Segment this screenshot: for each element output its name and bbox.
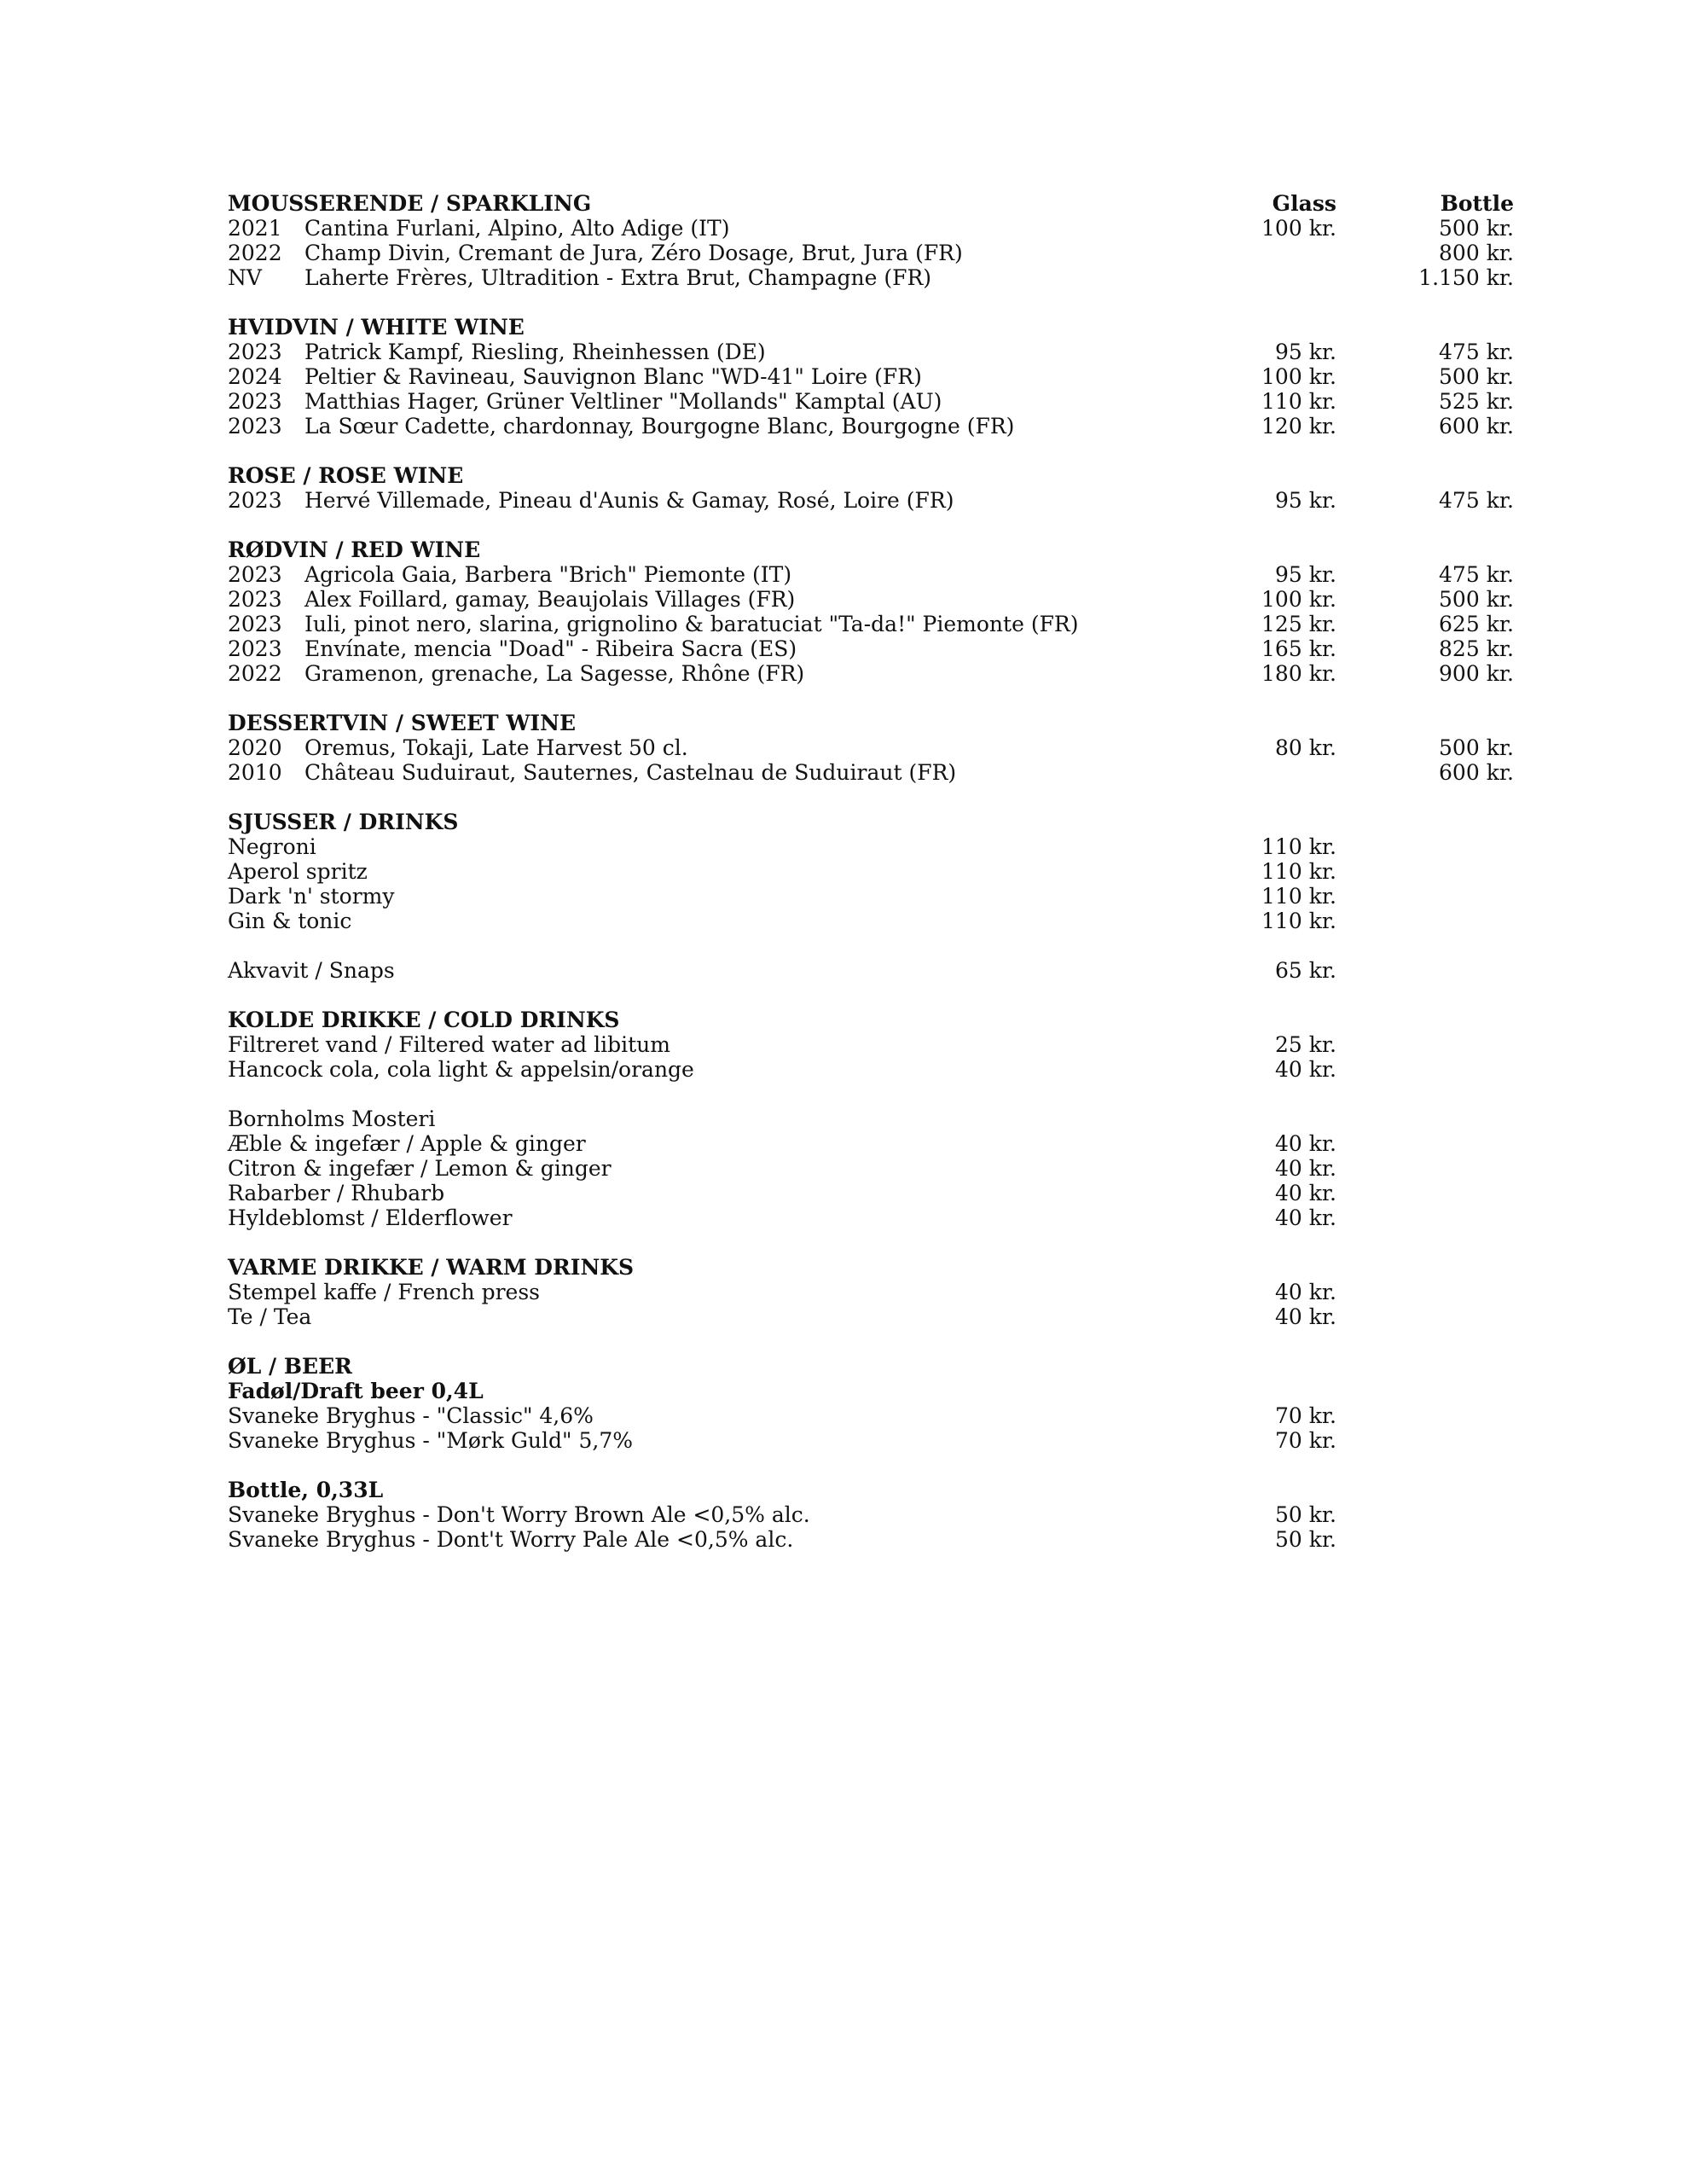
section-title: RØDVIN / RED WINE xyxy=(228,537,481,562)
item-name: Bornholms Mosteri xyxy=(228,1107,436,1131)
item-name: Svaneke Bryghus - "Mørk Guld" 5,7% xyxy=(228,1428,633,1453)
menu-item xyxy=(228,1304,1514,1329)
bottle-price: 475 kr. xyxy=(1439,340,1514,364)
group-subtitle: Fadøl/Draft beer 0,4L xyxy=(228,1379,484,1403)
bottle-price: 825 kr. xyxy=(1439,636,1514,661)
spacer xyxy=(228,1329,1514,1354)
glass-price: 80 kr. xyxy=(1274,735,1336,760)
glass-price: 40 kr. xyxy=(1274,1131,1336,1156)
section-title: MOUSSERENDE / SPARKLING xyxy=(228,191,592,216)
menu-item xyxy=(228,265,1514,290)
menu-item xyxy=(228,1156,1514,1181)
menu-section xyxy=(228,983,1514,1230)
item-year: 2023 xyxy=(228,389,282,414)
menu-item xyxy=(228,1032,1514,1057)
menu-item xyxy=(228,364,1514,389)
spacer xyxy=(228,686,1514,711)
item-name: Alex Foillard, gamay, Beaujolais Villages (FR) xyxy=(304,587,796,612)
menu-item xyxy=(228,1057,1514,1082)
menu-item xyxy=(228,1403,1514,1428)
spacer xyxy=(228,933,1514,958)
menu-item xyxy=(228,760,1514,785)
item-name: Stempel kaffe / French press xyxy=(228,1280,540,1304)
section-title: VARME DRIKKE / WARM DRINKS xyxy=(228,1255,635,1280)
glass-price: 110 kr. xyxy=(1261,859,1336,884)
menu-item xyxy=(228,216,1514,241)
menu-section xyxy=(228,439,1514,513)
glass-price: 50 kr. xyxy=(1274,1502,1336,1527)
item-year: 2023 xyxy=(228,587,282,612)
menu-item xyxy=(228,1131,1514,1156)
section-title: HVIDVIN / WHITE WINE xyxy=(228,315,525,340)
bottle-column-header: Bottle xyxy=(1440,191,1514,216)
item-year: 2023 xyxy=(228,562,282,587)
bottle-price: 900 kr. xyxy=(1439,661,1514,686)
item-name: Agricola Gaia, Barbera "Brich" Piemonte (IT) xyxy=(304,562,792,587)
menu-item xyxy=(228,834,1514,859)
menu-item xyxy=(228,735,1514,760)
group-subtitle-row xyxy=(228,1379,1514,1403)
item-name: Champ Divin, Cremant de Jura, Zéro Dosage, Brut, Jura (FR) xyxy=(304,241,963,265)
menu-item xyxy=(228,884,1514,909)
group-subtitle-row xyxy=(228,1478,1514,1502)
menu-section xyxy=(228,513,1514,686)
item-name: Peltier & Ravineau, Sauvignon Blanc "WD-41" Loire (FR) xyxy=(304,364,922,389)
spacer xyxy=(228,785,1514,810)
glass-price: 40 kr. xyxy=(1274,1057,1336,1082)
spacer xyxy=(228,439,1514,463)
spacer xyxy=(228,1230,1514,1255)
menu-item xyxy=(228,389,1514,414)
glass-price: 180 kr. xyxy=(1261,661,1336,686)
item-name: Iuli, pinot nero, slarina, grignolino & baratuciat "Ta-da!" Piemonte (FR) xyxy=(304,612,1079,636)
glass-column-header: Glass xyxy=(1272,191,1336,216)
section-header xyxy=(228,1354,1514,1379)
glass-price: 40 kr. xyxy=(1274,1205,1336,1230)
glass-price: 70 kr. xyxy=(1274,1403,1336,1428)
glass-price: 95 kr. xyxy=(1274,340,1336,364)
bottle-price: 500 kr. xyxy=(1439,587,1514,612)
menu-section xyxy=(228,1230,1514,1329)
item-year: 2020 xyxy=(228,735,282,760)
section-title: DESSERTVIN / SWEET WINE xyxy=(228,711,576,735)
menu-item xyxy=(228,612,1514,636)
item-name: Akvavit / Snaps xyxy=(228,958,395,983)
item-name: Patrick Kampf, Riesling, Rheinhessen (DE) xyxy=(304,340,766,364)
glass-price: 25 kr. xyxy=(1274,1032,1336,1057)
bottle-price: 525 kr. xyxy=(1439,389,1514,414)
glass-price: 120 kr. xyxy=(1261,414,1336,439)
menu-item xyxy=(228,241,1514,265)
menu-item xyxy=(228,1181,1514,1205)
item-name: Te / Tea xyxy=(228,1304,312,1329)
bottle-price: 600 kr. xyxy=(1439,414,1514,439)
item-name: Rabarber / Rhubarb xyxy=(228,1181,445,1205)
glass-price: 65 kr. xyxy=(1274,958,1336,983)
spacer xyxy=(228,1453,1514,1478)
item-name: Hervé Villemade, Pineau d'Aunis & Gamay, Rosé, Loire (FR) xyxy=(304,488,954,513)
item-year: 2022 xyxy=(228,241,282,265)
menu-item xyxy=(228,1527,1514,1552)
item-name: Laherte Frères, Ultradition - Extra Brut, Champagne (FR) xyxy=(304,265,932,290)
item-year: 2023 xyxy=(228,414,282,439)
glass-price: 95 kr. xyxy=(1274,488,1336,513)
item-name: Aperol spritz xyxy=(228,859,368,884)
item-name: Matthias Hager, Grüner Veltliner "Mollands" Kamptal (AU) xyxy=(304,389,942,414)
glass-price: 100 kr. xyxy=(1261,587,1336,612)
section-header xyxy=(228,463,1514,488)
glass-price: 50 kr. xyxy=(1274,1527,1336,1552)
item-name: Oremus, Tokaji, Late Harvest 50 cl. xyxy=(304,735,688,760)
section-header xyxy=(228,1255,1514,1280)
glass-price: 125 kr. xyxy=(1261,612,1336,636)
item-year: 2023 xyxy=(228,340,282,364)
item-year: 2023 xyxy=(228,636,282,661)
menu-item xyxy=(228,340,1514,364)
menu-section xyxy=(228,1329,1514,1552)
menu-item xyxy=(228,1280,1514,1304)
item-name: Æble & ingefær / Apple & ginger xyxy=(228,1131,586,1156)
menu-item xyxy=(228,636,1514,661)
menu-item xyxy=(228,661,1514,686)
menu-item xyxy=(228,1428,1514,1453)
glass-price: 110 kr. xyxy=(1261,909,1336,933)
item-name: La Sœur Cadette, chardonnay, Bourgogne Blanc, Bourgogne (FR) xyxy=(304,414,1015,439)
glass-price: 110 kr. xyxy=(1261,884,1336,909)
drinks-menu xyxy=(228,191,1514,1552)
bottle-price: 475 kr. xyxy=(1439,562,1514,587)
menu-item xyxy=(228,1205,1514,1230)
item-name: Château Suduiraut, Sauternes, Castelnau de Suduiraut (FR) xyxy=(304,760,957,785)
bottle-price: 625 kr. xyxy=(1439,612,1514,636)
section-title: KOLDE DRIKKE / COLD DRINKS xyxy=(228,1008,620,1032)
glass-price: 110 kr. xyxy=(1261,389,1336,414)
bottle-price: 500 kr. xyxy=(1439,735,1514,760)
menu-item xyxy=(228,414,1514,439)
item-name: Cantina Furlani, Alpino, Alto Adige (IT) xyxy=(304,216,730,241)
glass-price: 110 kr. xyxy=(1261,834,1336,859)
bottle-price: 1.150 kr. xyxy=(1418,265,1514,290)
section-header xyxy=(228,315,1514,340)
section-header xyxy=(228,1008,1514,1032)
bottle-price: 600 kr. xyxy=(1439,760,1514,785)
item-name: Envínate, mencia "Doad" - Ribeira Sacra (ES) xyxy=(304,636,797,661)
bottle-price: 500 kr. xyxy=(1439,216,1514,241)
menu-item xyxy=(228,1502,1514,1527)
menu-section xyxy=(228,785,1514,983)
spacer xyxy=(228,290,1514,315)
menu-section xyxy=(228,191,1514,290)
glass-price: 165 kr. xyxy=(1261,636,1336,661)
menu-section xyxy=(228,290,1514,439)
spacer xyxy=(228,1082,1514,1107)
spacer xyxy=(228,513,1514,537)
section-title: ROSE / ROSE WINE xyxy=(228,463,464,488)
glass-price: 100 kr. xyxy=(1261,364,1336,389)
item-year: NV xyxy=(228,265,262,290)
spacer xyxy=(228,983,1514,1008)
item-name: Negroni xyxy=(228,834,316,859)
section-header xyxy=(228,810,1514,834)
item-name: Citron & ingefær / Lemon & ginger xyxy=(228,1156,612,1181)
menu-item xyxy=(228,488,1514,513)
item-year: 2023 xyxy=(228,488,282,513)
glass-price: 95 kr. xyxy=(1274,562,1336,587)
menu-item xyxy=(228,859,1514,884)
glass-price: 40 kr. xyxy=(1274,1280,1336,1304)
menu-section xyxy=(228,686,1514,785)
item-name: Hyldeblomst / Elderflower xyxy=(228,1205,513,1230)
item-year: 2023 xyxy=(228,612,282,636)
glass-price: 100 kr. xyxy=(1261,216,1336,241)
menu-item xyxy=(228,958,1514,983)
bottle-price: 475 kr. xyxy=(1439,488,1514,513)
item-name: Svaneke Bryghus - Don't Worry Brown Ale <0,5% alc. xyxy=(228,1502,810,1527)
menu-item xyxy=(228,587,1514,612)
item-year: 2010 xyxy=(228,760,282,785)
item-name: Svaneke Bryghus - Dont't Worry Pale Ale <0,5% alc. xyxy=(228,1527,794,1552)
glass-price: 40 kr. xyxy=(1274,1156,1336,1181)
glass-price: 70 kr. xyxy=(1274,1428,1336,1453)
section-header xyxy=(228,711,1514,735)
item-name: Dark 'n' stormy xyxy=(228,884,395,909)
menu-item xyxy=(228,562,1514,587)
bottle-price: 800 kr. xyxy=(1439,241,1514,265)
item-year: 2022 xyxy=(228,661,282,686)
section-header xyxy=(228,191,1514,216)
menu-item xyxy=(228,1107,1514,1131)
item-name: Filtreret vand / Filtered water ad libitum xyxy=(228,1032,670,1057)
group-subtitle: Bottle, 0,33L xyxy=(228,1478,384,1502)
item-name: Svaneke Bryghus - "Classic" 4,6% xyxy=(228,1403,594,1428)
item-year: 2024 xyxy=(228,364,282,389)
item-name: Gin & tonic xyxy=(228,909,352,933)
glass-price: 40 kr. xyxy=(1274,1304,1336,1329)
item-year: 2021 xyxy=(228,216,282,241)
section-title: SJUSSER / DRINKS xyxy=(228,810,459,834)
section-title: ØL / BEER xyxy=(228,1354,352,1379)
glass-price: 40 kr. xyxy=(1274,1181,1336,1205)
item-name: Gramenon, grenache, La Sagesse, Rhône (FR) xyxy=(304,661,805,686)
menu-item xyxy=(228,909,1514,933)
item-name: Hancock cola, cola light & appelsin/orange xyxy=(228,1057,694,1082)
section-header xyxy=(228,537,1514,562)
bottle-price: 500 kr. xyxy=(1439,364,1514,389)
